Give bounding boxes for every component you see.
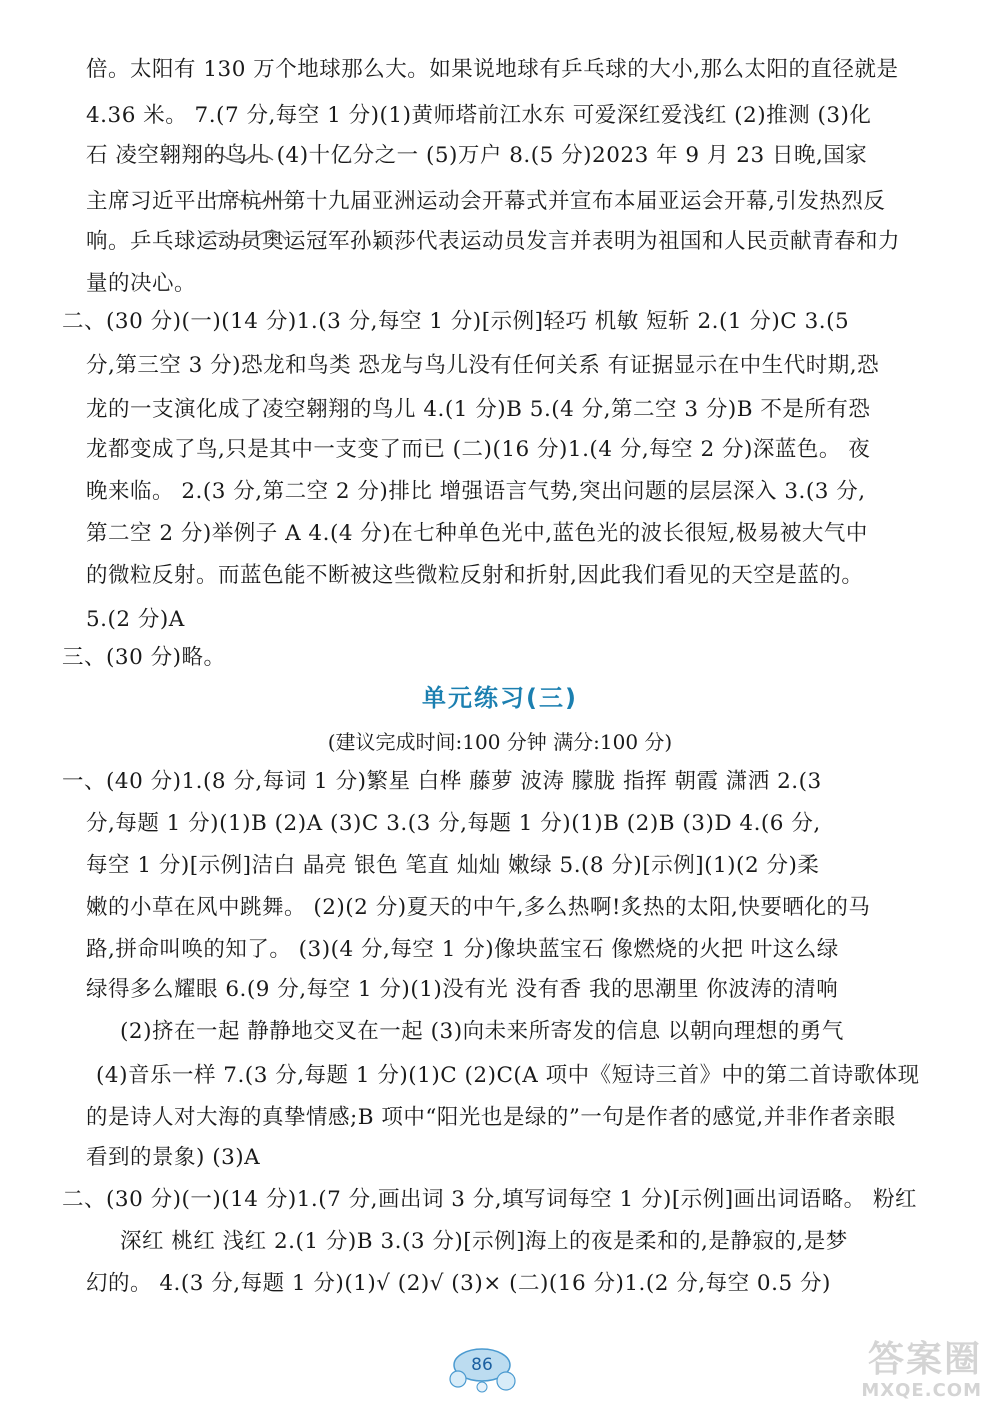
text-line: 量的决心。	[86, 271, 197, 296]
text-line: (4)音乐一样 7.(3 分,每题 1 分)(1)C (2)C(A 项中《短诗三首》中的第二首诗歌体现	[96, 1063, 920, 1088]
text-line: (2)挤在一起 静静地交叉在一起 (3)向未来所寄发的信息 以朝向理想的勇气	[120, 1019, 844, 1044]
text-line: 主席习近平出席杭州第十九届亚洲运动会开幕式并宣布本届亚运会开幕,引发热烈反	[86, 189, 886, 214]
page-number-badge	[440, 1343, 524, 1399]
text-line: 路,拼命叫唤的知了。 (3)(4 分,每空 1 分)像块蓝宝石 像燃烧的火把 叶这么绿	[86, 937, 839, 962]
text-line: 响。乒乓球运动员奥运冠军孙颖莎代表运动员发言并表明为祖国和人民贡献青春和力	[86, 229, 901, 254]
text-line: 的微粒反射。而蓝色能不断被这些微粒反射和折射,因此我们看见的天空是蓝的。	[86, 563, 864, 588]
text-line: 第二空 2 分)举例子 A 4.(4 分)在七种单色光中,蓝色光的波长很短,极易被大气中	[86, 521, 868, 546]
text-line: 幻的。 4.(3 分,每题 1 分)(1)√ (2)√ (3)× (二)(16 分)1.(2 分,每空 0.5 分)	[86, 1271, 831, 1296]
text-line: 龙都变成了鸟,只是其中一支变了而已 (二)(16 分)1.(4 分,每空 2 分)深蓝色。 夜	[86, 437, 871, 462]
text-line: 二、(30 分)(一)(14 分)1.(7 分,画出词 3 分,填写词每空 1 分)[示例]画出词语略。 粉红	[62, 1187, 917, 1212]
watermark-text-top: 答案圈	[867, 1339, 982, 1380]
watermark-logo	[782, 1340, 982, 1404]
text-line: 4.36 米。 7.(7 分,每空 1 分)(1)黄师塔前江水东 可爱深红爱浅红 (2)推测 (3)化	[86, 103, 872, 128]
section-title: 单元练习(三)	[422, 684, 578, 712]
text-line: 看到的景象) (3)A	[86, 1145, 261, 1170]
text-line: 的是诗人对大海的真挚情感;B 项中“阳光也是绿的”一句是作者的感觉,并非作者亲眼	[86, 1105, 896, 1130]
text-line: 石 凌空翱翔的鸟儿 (4)十亿分之一 (5)万户 8.(5 分)2023 年 9 月 23 日晚,国家	[86, 143, 868, 168]
page-number: 86	[471, 1355, 493, 1375]
text-line: 绿得多么耀眼 6.(9 分,每空 1 分)(1)没有光 没有香 我的思潮里 你波涛的清响	[86, 977, 839, 1002]
handwriting-scribble	[200, 138, 320, 248]
text-line: 5.(2 分)A	[86, 607, 185, 632]
section-subtitle: (建议完成时间:100 分钟 满分:100 分)	[327, 730, 673, 754]
text-line: 分,第三空 3 分)恐龙和鸟类 恐龙与鸟儿没有任何关系 有证据显示在中生代时期,恐	[86, 353, 880, 378]
text-line: 分,每题 1 分)(1)B (2)A (3)C 3.(3 分,每题 1 分)(1)B (2)B (3)D 4.(6 分,	[86, 811, 821, 836]
text-line: 一、(40 分)1.(8 分,每词 1 分)繁星 白桦 藤萝 波涛 朦胧 指挥 朝霞 潇洒 2.(3	[62, 769, 822, 794]
text-line: 龙的一支演化成了凌空翱翔的鸟儿 4.(1 分)B 5.(4 分,第二空 3 分)B 不是所有恐	[86, 397, 871, 422]
text-line: 嫩的小草在风中跳舞。 (2)(2 分)夏天的中午,多么热啊!炙热的太阳,快要晒化的马	[86, 895, 871, 920]
watermark-text-bottom: MXQE.COM	[861, 1380, 982, 1401]
text-line: 倍。太阳有 130 万个地球那么大。如果说地球有乒乓球的大小,那么太阳的直径就是	[86, 57, 899, 82]
text-line: 晚来临。 2.(3 分,第二空 2 分)排比 增强语言气势,突出问题的层层深入 3.(3 分,	[86, 479, 866, 504]
text-line: 二、(30 分)(一)(14 分)1.(3 分,每空 1 分)[示例]轻巧 机敏 短斩 2.(1 分)C 3.(5	[62, 309, 850, 334]
text-line: 每空 1 分)[示例]洁白 晶亮 银色 笔直 灿灿 嫩绿 5.(8 分)[示例](1)(2 分)柔	[86, 853, 820, 878]
text-line: 三、(30 分)略。	[62, 645, 226, 670]
text-line: 深红 桃红 浅红 2.(1 分)B 3.(3 分)[示例]海上的夜是柔和的,是静寂的,是梦	[120, 1229, 848, 1254]
